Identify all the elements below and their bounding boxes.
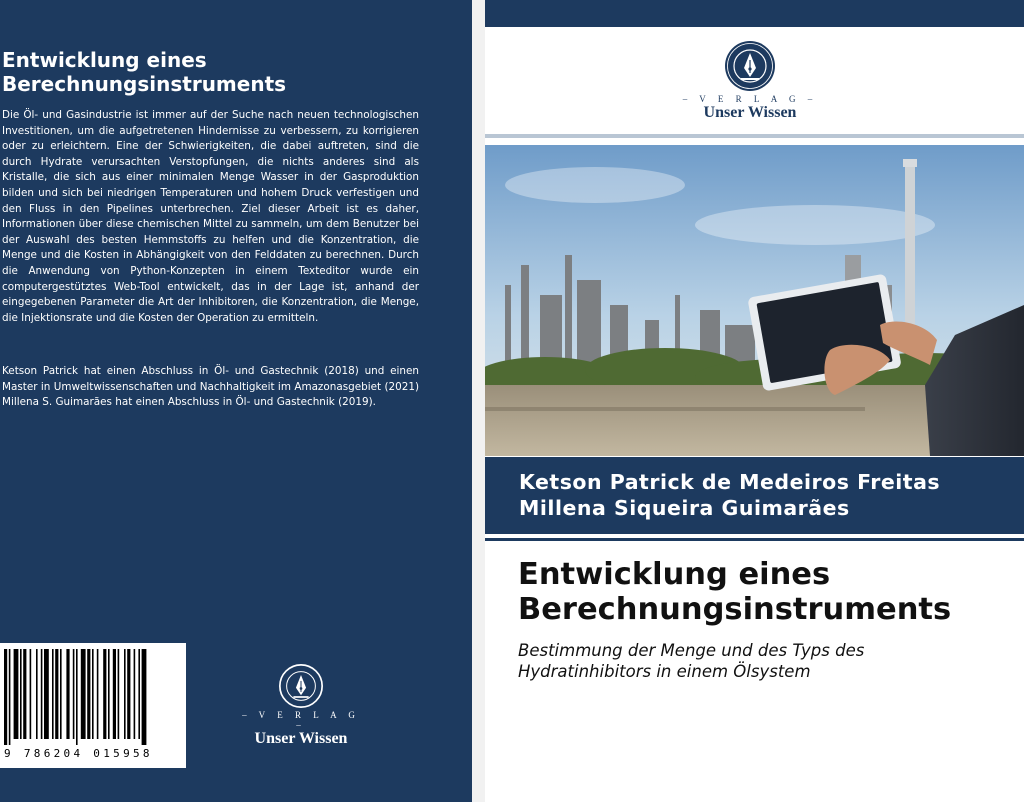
barcode-bar [20,649,22,739]
author-bio: Ketson Patrick hat einen Abschluss in Öl- und Gastechnik (2018) und einen Master in Umweltwissenschaften und Nachhaltigkeit im Amazonasgebiet (2021) Millena S. Guimarães hat einen Abschluss in Öl- und Gastechnik (2019). [2,365,419,409]
barcode-bar [14,649,19,739]
publisher-name: Unser Wissen [703,104,797,121]
back-cover-title: Entwicklung eines Berechnungsinstruments [2,48,287,96]
barcode-bar [4,649,7,745]
barcode-bar [124,649,126,739]
front-top-bar [485,0,1024,27]
barcode-bars [4,649,182,745]
publisher-verlag-label: – V E R L A G – [682,94,818,104]
publisher-name: Unser Wissen [254,730,348,747]
back-cover-blurb: Die Öl- und Gasindustrie ist immer auf der Suche nach neuen technologischen Investitionen, um die aufgetretenen Hindernisse zu verbessern, zu korrigieren oder zu erleichtern. Eine der Schwierigkeiten, die dabei auftreten, sind die durch Hydrate verursachten Verstopfungen, die nichts anderes sind als Kristalle, die sich aus einer minimalen Menge Wasser in der Gasproduktion bilden und sich bei niedrigen Temperaturen und hohem Druck verfestigen und den Fluss in den Pipelines unterbrechen. Ziel dieser Arbeit ist es daher, Informationen über diese chemischen Mittel zu sammeln, um dem Benutzer bei der Auswahl des besten Hemmstoffs zu helfen und die Konzentration, die Menge und die Kosten in Abhängigkeit von den Felddaten zu berechnen. Durch die Anwendung von Python-Konzepten in einem Texteditor wurde ein computergestütztes Web-Tool entwickelt, das in der Lage ist, anhand der eingegebenen Parameter die Art der Inhibitoren, die Konzentration, die Menge, die Injektionsrate und die Kosten der Operation zu ermitteln. [2,109,419,324]
author-name: Millena Siqueira Guimarães [519,496,850,520]
barcode-bar [30,649,32,739]
barcode-bar [23,649,26,739]
cover-photo-refinery-tablet [485,145,1024,456]
barcode-bar [9,649,11,745]
authors-band [485,457,1024,534]
barcode-bar [73,649,75,739]
front-publisher-logo [660,40,840,122]
barcode-bar [81,649,86,739]
back-publisher-logo [237,664,365,748]
barcode-bar [52,649,54,739]
barcode-bar [134,649,136,739]
barcode-bar [118,649,120,739]
barcode-bar [142,649,147,745]
barcode-bar [103,649,106,739]
barcode-bar [92,649,94,739]
book-title: Entwicklung eines Berechnungsinstruments [518,557,952,627]
book-spine [472,0,485,802]
barcode-bar [87,649,90,739]
barcode-bar [108,649,110,739]
barcode-bar [66,649,69,739]
barcode-bar [97,649,99,739]
divider [485,538,1024,541]
publisher-seal-icon [724,40,776,92]
isbn-number: 9 786204 015958 [4,747,153,760]
isbn-barcode [0,643,186,768]
barcode-bar [138,649,140,739]
book-subtitle: Bestimmung der Menge und des Typs des Hydratinhibitors in einem Ölsystem [518,641,865,681]
barcode-bar [55,649,58,739]
divider [485,134,1024,138]
barcode-bar [76,649,78,745]
barcode-bar [36,649,38,739]
barcode-bar [60,649,62,739]
publisher-verlag-label: – V E R L A G – [242,710,360,730]
barcode-bar [41,649,43,739]
publisher-seal-icon [279,664,323,708]
barcode-bar [113,649,116,739]
barcode-bar [127,649,130,739]
author-name: Ketson Patrick de Medeiros Freitas [519,470,941,494]
back-cover [0,0,472,802]
barcode-bar [44,649,49,739]
